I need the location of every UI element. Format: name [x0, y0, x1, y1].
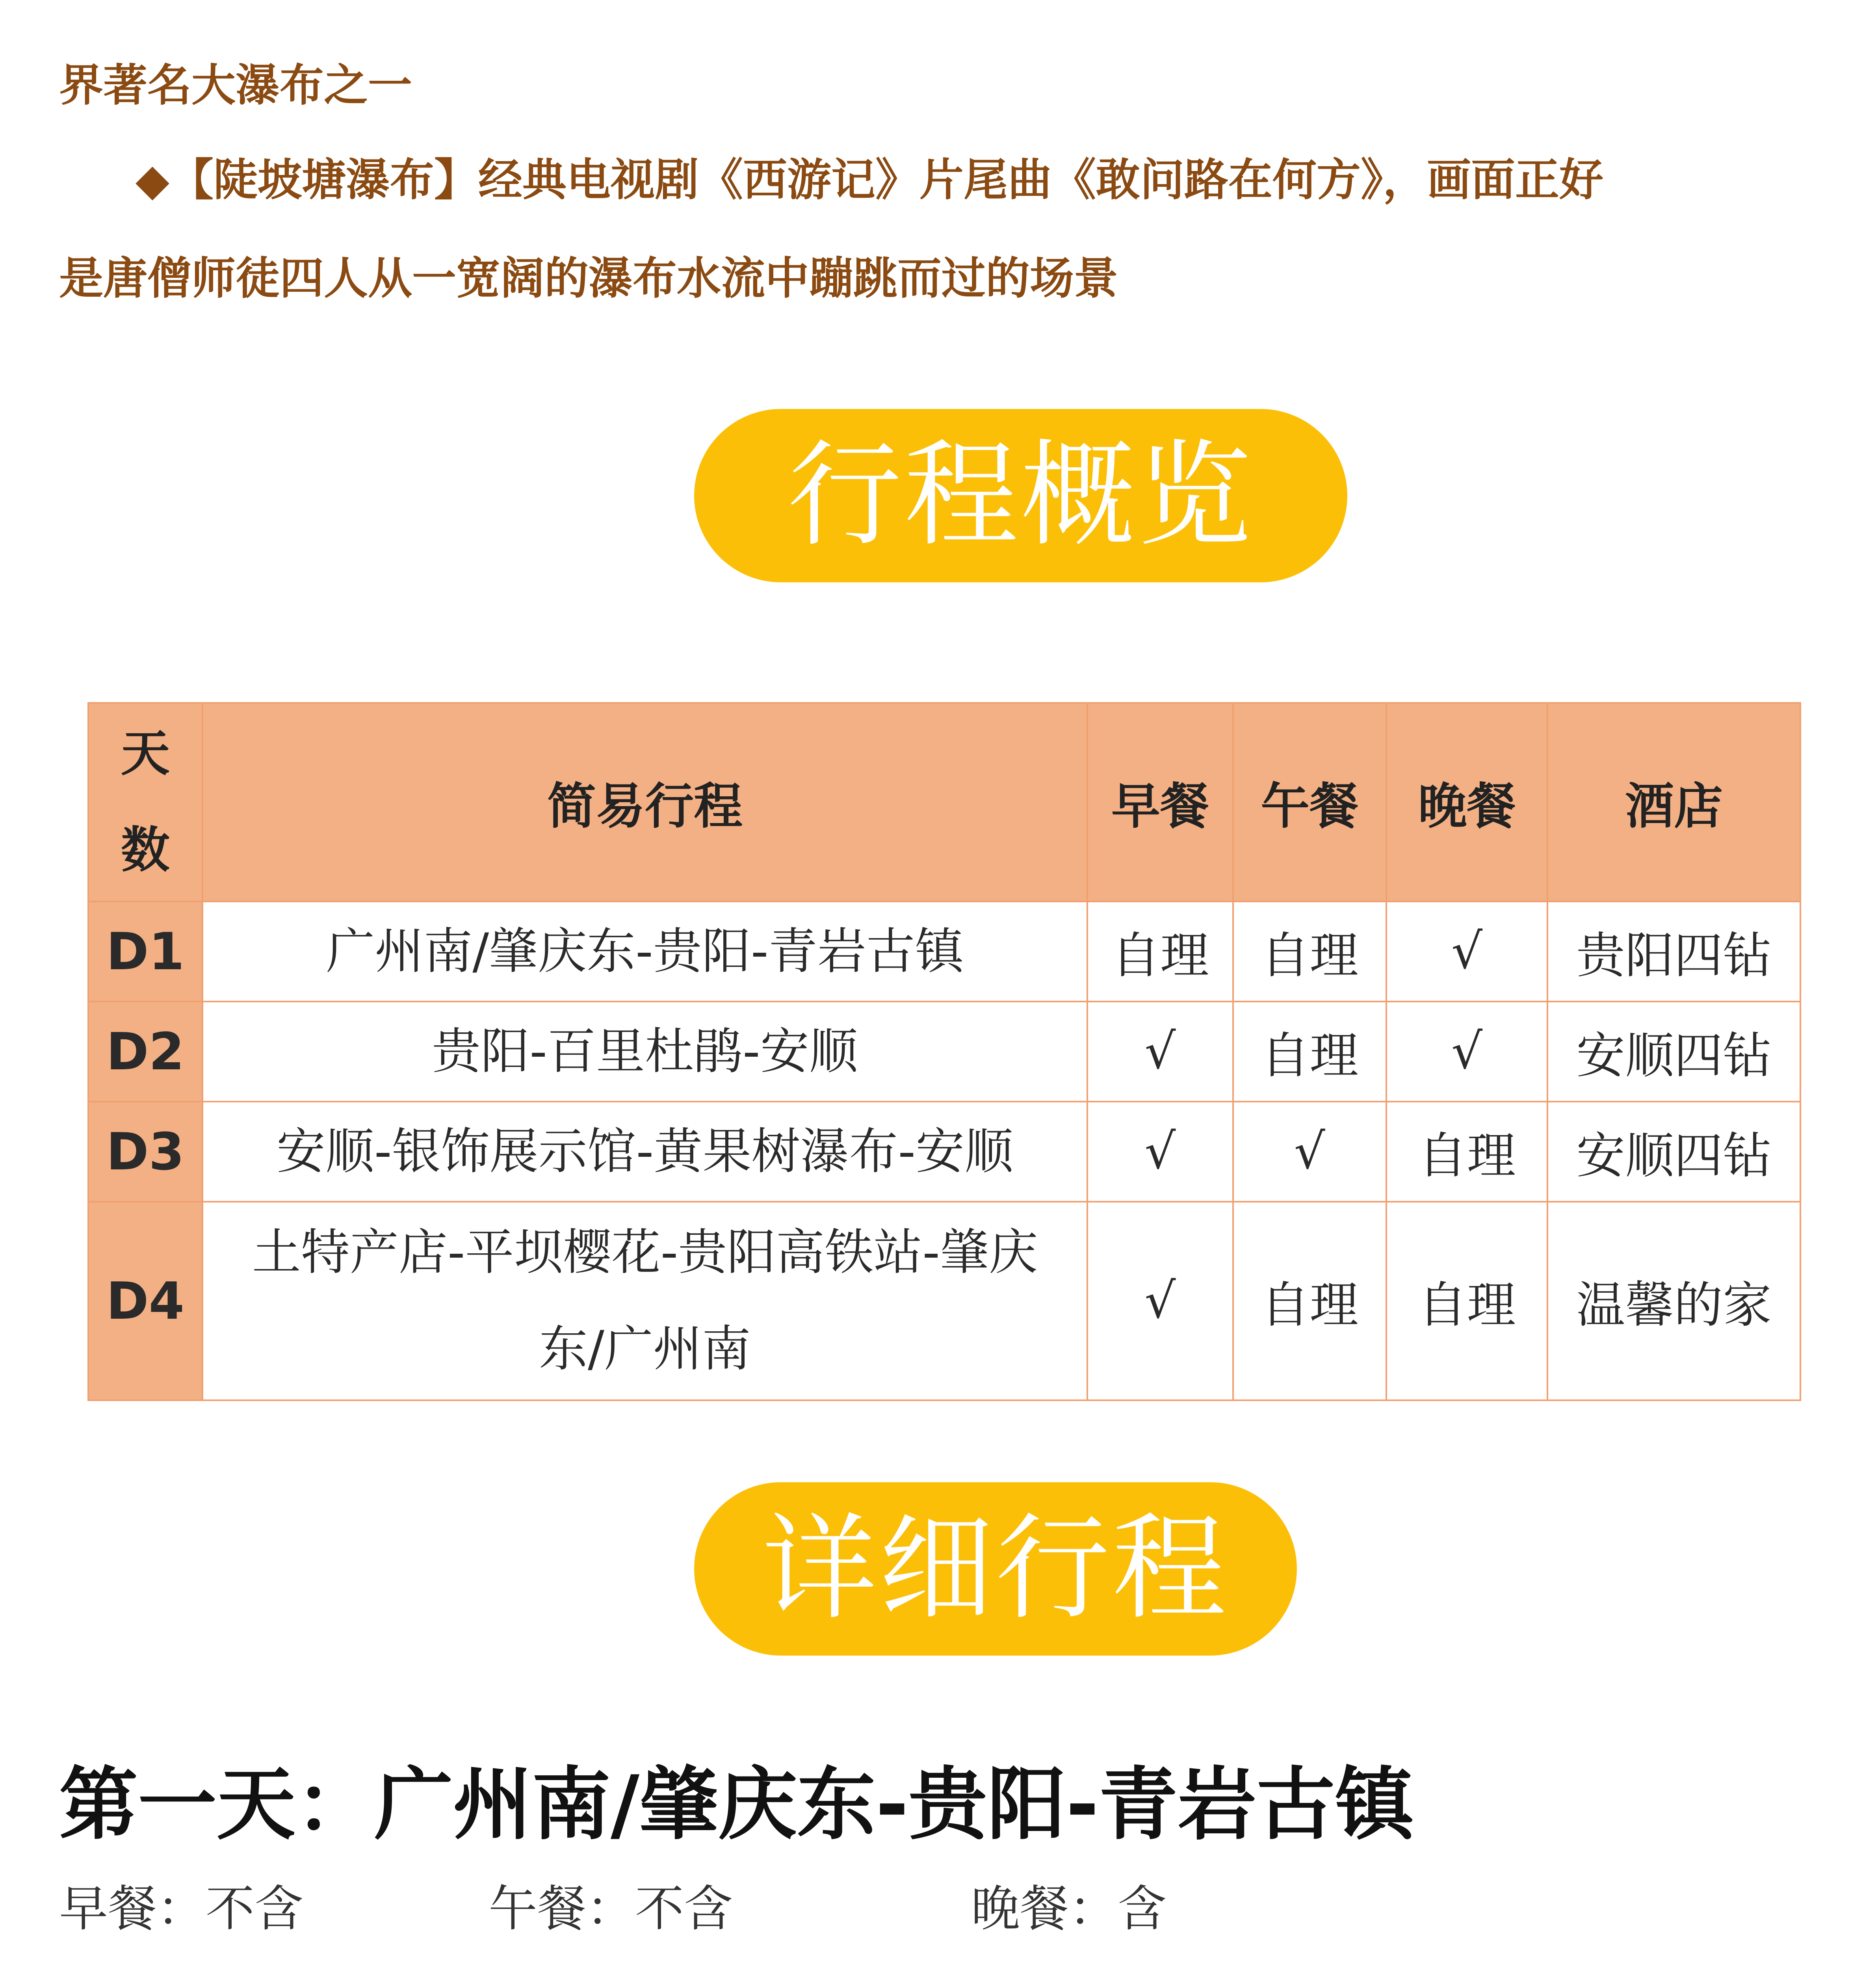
- intro-line-2: [59, 154, 1824, 206]
- table-row: [88, 1102, 1800, 1202]
- row-hotel: 安顺四钻: [1547, 1002, 1800, 1102]
- row-breakfast: 自理: [1087, 901, 1233, 1002]
- row-dinner: √: [1386, 901, 1547, 1002]
- header-day: [88, 703, 202, 901]
- overview-heading: 行程概览: [694, 409, 1347, 582]
- diamond-bullet-icon: ◆: [135, 154, 169, 206]
- row-breakfast: √: [1087, 1202, 1233, 1400]
- table-row: [88, 1202, 1800, 1400]
- row-hotel: 温馨的家: [1547, 1202, 1800, 1400]
- table-row: [88, 1002, 1800, 1102]
- detail-heading: 详细行程: [694, 1482, 1297, 1656]
- day1-dinner: 晚餐：含: [971, 1881, 1167, 1937]
- table-row: [88, 901, 1800, 1002]
- row-route-text: 土特产店-平坝樱花-贵阳高铁站-肇庆东/广州南: [252, 1224, 1038, 1377]
- header-day-text: 天数: [121, 725, 170, 879]
- row-day: D3: [88, 1102, 202, 1202]
- row-hotel: 贵阳四钻: [1547, 901, 1800, 1002]
- intro-line-2-text: 【陡坡塘瀑布】经典电视剧《西游记》片尾曲《敢问路在何方》，画面正好: [169, 154, 1603, 206]
- row-route: [202, 1202, 1088, 1400]
- row-day: D4: [88, 1202, 202, 1400]
- day1-breakfast: 早餐：不含: [59, 1881, 304, 1937]
- row-route: 广州南/肇庆东-贵阳-青岩古镇: [202, 901, 1088, 1002]
- row-day: D2: [88, 1002, 202, 1102]
- row-route: 贵阳-百里杜鹃-安顺: [202, 1002, 1088, 1102]
- itinerary-table: [87, 702, 1801, 1401]
- intro-line-3: 是唐僧师徒四人从一宽阔的瀑布水流中蹦跳而过的场景: [59, 253, 1118, 304]
- row-day: D1: [88, 901, 202, 1002]
- row-dinner: 自理: [1386, 1102, 1547, 1202]
- row-lunch: 自理: [1233, 901, 1386, 1002]
- header-dinner: 晚餐: [1386, 703, 1547, 901]
- table-header-row: [88, 703, 1800, 901]
- row-breakfast: √: [1087, 1102, 1233, 1202]
- row-lunch: √: [1233, 1102, 1386, 1202]
- header-breakfast: 早餐: [1087, 703, 1233, 901]
- day1-lunch: 午餐：不含: [489, 1881, 733, 1937]
- row-lunch: 自理: [1233, 1202, 1386, 1400]
- header-lunch: 午餐: [1233, 703, 1386, 901]
- row-dinner: 自理: [1386, 1202, 1547, 1400]
- row-hotel: 安顺四钻: [1547, 1102, 1800, 1202]
- intro-line-1: 界著名大瀑布之一: [59, 60, 412, 111]
- header-hotel: 酒店: [1547, 703, 1800, 901]
- row-dinner: √: [1386, 1002, 1547, 1102]
- row-lunch: 自理: [1233, 1002, 1386, 1102]
- row-breakfast: √: [1087, 1002, 1233, 1102]
- day1-title: 第一天：广州南/肇庆东-贵阳-青岩古镇: [59, 1759, 1414, 1851]
- row-route: 安顺-银饰展示馆-黄果树瀑布-安顺: [202, 1102, 1088, 1202]
- header-route: 简易行程: [202, 703, 1088, 901]
